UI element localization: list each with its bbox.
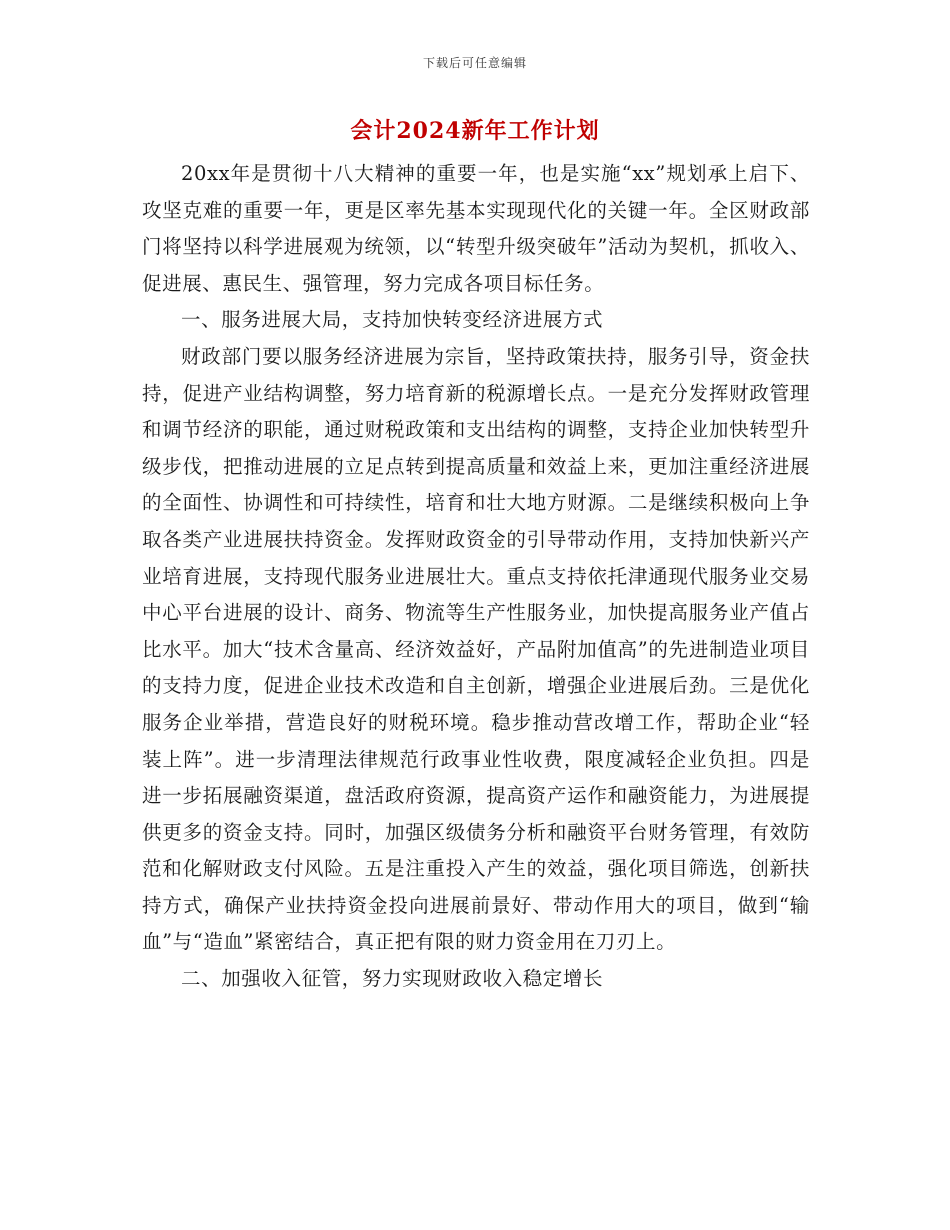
section-1-paragraph: 财政部门要以服务经济进展为宗旨，坚持政策扶持，服务引导，资金扶持，促进产业结构调整，努力培育新的税源增长点。一是充分发挥财政管理和调节经济的职能，通过财税政策和支出结构的调整，支持企业加快转型升级步伐，把推动进展的立足点转到提高质量和效益上来，更加注重经济进展的全面性、协调性和可持续性，培育和壮大地方财源。二是继续积极向上争取各类产业进展扶持资金。发挥财政资金的引导带动作用，支持加快新兴产业培育进展，支持现代服务业进展壮大。重点支持依托津通现代服务业交易中心平台进展的设计、商务、物流等生产性服务业，加快提高服务业产值占比水平。加大“技术含量高、经济效益好，产品附加值高”的先进制造业项目的支持力度，促进企业技术改造和自主创新，增强企业进展后劲。三是优化服务企业举措，营造良好的财税环境。稳步推动营改增工作，帮助企业“轻装上阵”。进一步清理法律规范行政事业性收费，限度减轻企业负担。四是进一步拓展融资渠道，盘活政府资源，提高资产运作和融资能力，为进展提供更多的资金支持。同时，加强区级债务分析和融资平台财务管理，有效防范和化解财政支付风险。五是注重投入产生的效益，强化项目筛选，创新扶持方式，确保产业扶持资金投向进展前景好、带动作用大的项目，做到“输血”与“造血”紧密结合，真正把有限的财力资金用在刀刃上。 <box>142 344 810 954</box>
section-heading-2: 二、加强收入征管，努力实现财政收入稳定增长 <box>181 967 604 991</box>
document-title: 会计2024新年工作计划 <box>350 118 600 144</box>
document-body <box>142 156 810 998</box>
header-note: 下载后可任意编辑 <box>422 56 527 70</box>
section-heading-1: 一、服务进展大局，支持加快转变经济进展方式 <box>181 308 604 332</box>
intro-paragraph: 20xx年是贯彻十八大精神的重要一年，也是实施“xx”规划承上启下、攻坚克难的重要一年，更是区率先基本实现现代化的关键一年。全区财政部门将坚持以科学进展观为统领，以“转型升级突破年”活动为契机，抓收入、促进展、惠民生、强管理，努力完成各项目标任务。 <box>142 162 810 295</box>
